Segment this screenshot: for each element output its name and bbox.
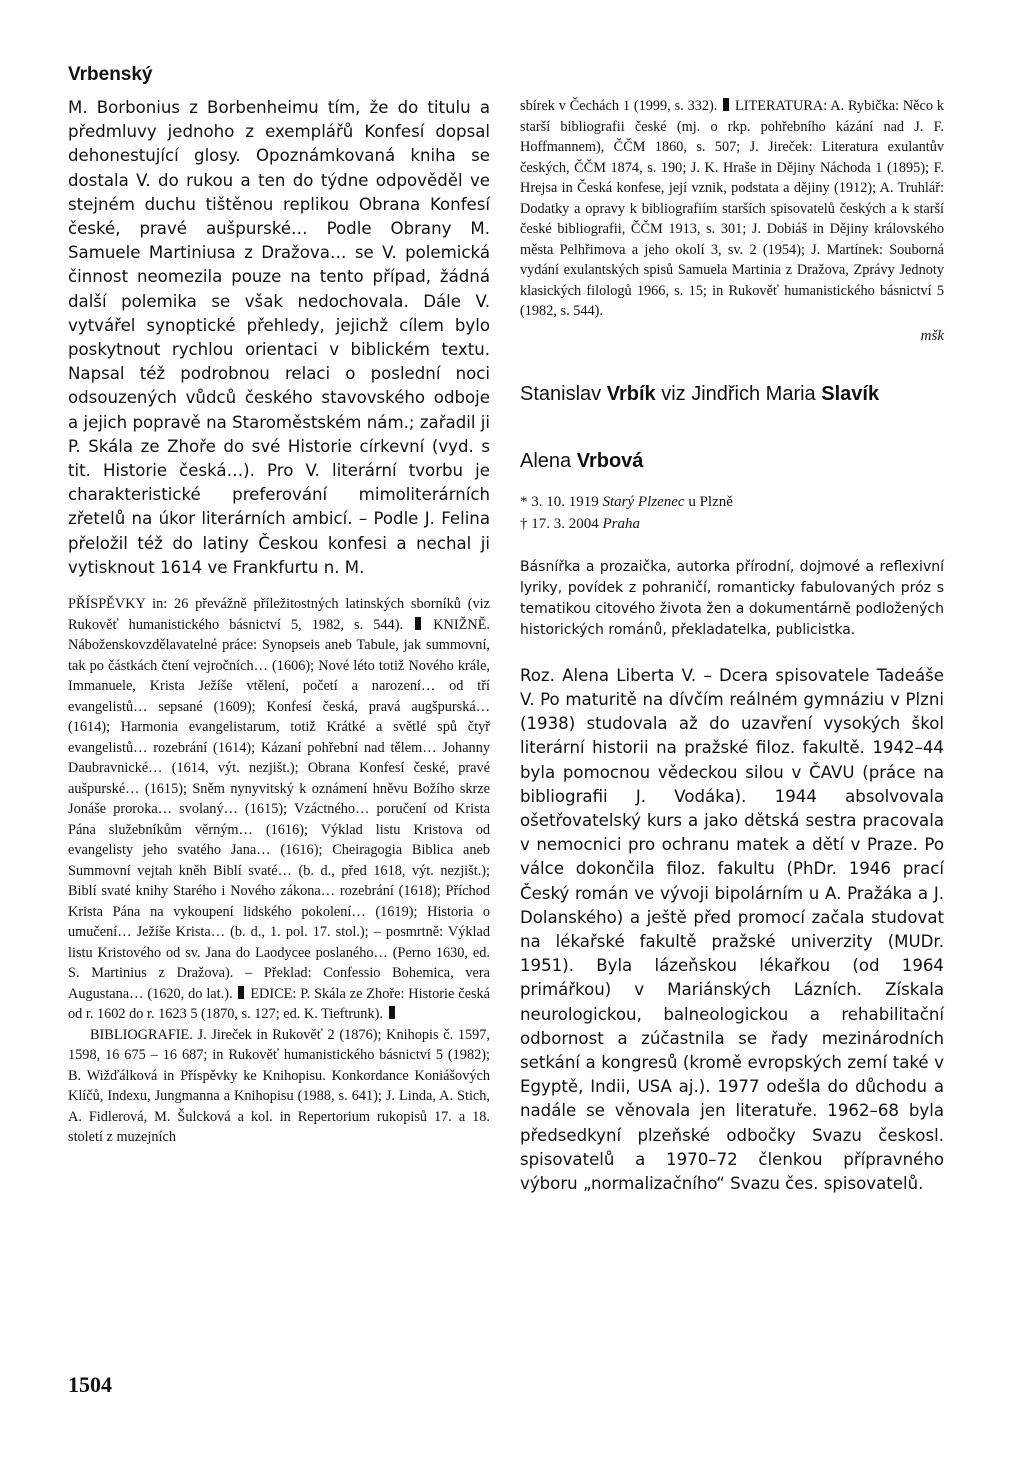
books-text: KNIŽNĚ. Náboženskovzdělavatelné práce: Synopseis aneb Tabule, jak summovní, tak po částkách čtení vejročních… (1606); Nové léto totiž Nového krále, Immanuele, Krista Ježíše vtělení, početí a narození… od tří evangelistů… sepsané (1609); Konfesí česká, pravá augšpurská… (1614); Harmonia evangelistarum, totiž Krátké a světlé spů čtyř evangelistů… rozebrání (1614); Kázaní pohřební nad tělem… Johanny Daubravnické… (1614, výt. nezjišt.); Obrana Konfesí české, pravé aušpurské… (1615); Sněm nynyvitský k oznámení hněvu Božího skrze Jonáše proroka… svolaný… (1615); Vzáctného… poručení od Krista Pána služebníkům věrným… (1616); Výklad listu Kristova od evangelisty jeho svatého Jana… (1616); Cheiragogia Biblica aneb Summovní vejtah kněh Biblí svaté… (b. d., před 1618, výt. nezjišt.); Biblí svaté knihy Starého i Nového zákona… rozebrání (1618); Příchod Krista Pána na vykoupení lidského pokolení… (1619); Historia o umučení… Ježíše Krista… (b. d., 1. pol. 17. stol.); – posmrtně: Výklad listu Kristového od sv. Jana do Laodycee poslaného… (Perno 1630, ed. S. Martinius z Dražova). – Překlad: Confessio Bohemica, vera Augustana… (1620, do lat.).: [68, 616, 491, 1002]
author-signature: mšk: [920, 327, 944, 344]
literature-text: LITERATURA: A. Rybička: Něco k starší bibliografii české (mj. o rkp. pohřebního kázání nad J. F. Hoffmannem), ČČM 1860, s. 507; J. Jireček: Literatura exulantův českých, ČČM 1874, s. 190; J. K. Hraše in Dějiny Náchoda 1 (1895); F. Hrejsa in Česká konfese, její vznik, podstata a dějiny (1912); A. Truhlář: Dodatky a opravy k bibliografiím starších spisovatelů českých a k starší české bibliografii, ČČM 1913, s. 301; J. Dobiáš in Dějiny královského města Pelhřimova a jeho okolí 3, sv. 2 (1954); J. Martínek: Souborná vydání exulantských spisů Samuela Martinia z Dražova, Zprávy Jednoty klasických filologů 1966, s. 15; in Rukověť humanistického básnictví 5 (1982, s. 544).: [520, 98, 945, 319]
page-number: 1504: [68, 1372, 112, 1397]
death-place: Praha: [602, 515, 640, 532]
death-line: [520, 513, 944, 535]
section-separator-icon: [238, 986, 244, 999]
edition-text: EDICE: P. Skála ze Zhoře: Historie česká od r. 1602 do r. 1623 5 (1870, s. 127; ed. K. Tieftrunk).: [68, 985, 490, 1023]
bibliography-section: [68, 594, 490, 1148]
xref-target: Slavík: [821, 382, 880, 405]
contributions: [68, 594, 490, 1025]
entry-surname: Vrbová: [576, 449, 644, 472]
contributions-text: PŘÍSPĚVKY in: 26 převážně příležitostných latinských sborníků (viz Rukověť humanistického básnictví 5, 1982, s. 544).: [68, 596, 490, 633]
birth-place: Starý Plzenec: [602, 493, 685, 510]
bibliography-paragraph: BIBLIOGRAFIE. J. Jireček in Rukověť 2 (1876); Knihopis č. 1597, 1598, 16 675 – 16 687; in Rukověť humanistického básnictví 5 (1982); B. Wižďálková in Příspěvky ke Knihopisu. Konkordance Koniášových Klíčů, Indexu, Jungmanna a Knihopisu (1988, s. 641); J. Linda, A. Stich, A. Fidlerová, M. Šulcková a kol. in Repertorium rukopisů 17. a 18. století z muzejních: [68, 1026, 490, 1146]
main-paragraph: M. Borbonius z Borbenheimu tím, že do titulu a předmluvy jednoho z exemplářů Konfesí dopsal dehonestující glosy. Opoznámkovaná kniha se dostala V. do rukou a ten do týdne odpověděl ve stejném duchu tištěnou replikou Obrana Konfesí české, pravé aušpurské… Podle Obrany M. Samuele Martiniusa z Dražova… se V. polemická činnost neomezila pouze na tento případ, žádná další polemika se však nedochovala. Dále V. vytvářel synoptické přehledy, jejichž cílem bylo poskytnout rychlou orientaci v biblickém textu. Napsal též podrobnou relaci o poslední noci odsouzených vůdců českého stavovského odboje a jejich popravě na Staroměstském nám.; zařadil ji P. Skála ze Zhoře do své Historie církevní (vyd. s tit. Historie česká…). Pro V. literární tvorbu je charakteristické preferování mimoliterárních zřetelů na úkor literárních ambicí. – Podle J. Felina přeložil též do latiny Českou konfesi a nechal ji vytisknout 1614 ve Frankfurtu n. M.: [68, 98, 490, 577]
birth-date: * 3. 10. 1919: [520, 493, 603, 510]
section-separator-icon: [415, 617, 421, 630]
cross-reference-heading: [520, 383, 944, 406]
literature-continuation: sbírek v Čechách 1 (1999, s. 332).: [520, 98, 718, 114]
literature-paragraph: [520, 96, 944, 322]
running-head: Vrbenský: [68, 64, 153, 85]
literature-section: [520, 96, 944, 322]
birth-line: [520, 491, 944, 513]
section-separator-icon: [723, 98, 729, 111]
entry-heading: [520, 450, 944, 473]
right-column: [520, 96, 944, 1196]
death-date: † 17. 3. 2004: [520, 515, 603, 532]
entry-biography: Roz. Alena Liberta V. – Dcera spisovatele Tadeáše V. Po maturitě na dívčím reálném gymnáziu v Plzni (1938) studovala až do uzavření vysokých škol literární historii na pražské filoz. fakultě. 1942–44 byla pomocnou vědeckou silou v ČAVU (práce na bibliografii J. Vodáka). 1944 absolvovala ošetřovatelský kurs a jako dětská sestra pracovala v nemocnici pro ochranu matek a dětí v Praze. Po válce dokončila filoz. fakultu (PhDr. 1946 prací Český román ve vývoji bipolárním u A. Pražáka a J. Dolanského) a ještě před promocí začala studovat na lékařské fakultě pražské univerzity (MUDr. 1951). Byla lázeňskou lékařkou (od 1964 primářkou) v Mariánských Lázních. Získala neurologickou, balneologickou a rehabilitační odbornost a zúčastnila se řady mezinárodních setkání a kongresů (kromě evropských zemí také v Egyptě, Indii, USA aj.). 1977 odešla do důchodu a nadále se věnovala jen literatuře. 1962–68 byla předsedkyní plzeňské odbočky Svazu českosl. spisovatelů a 1970–72 členkou přípravného výboru „normalizačního“ Svazu čes. spisovatelů.: [520, 665, 944, 1193]
entry-intro: Básnířka a prozaička, autorka přírodní, dojmové a reflexivní lyriky, povídek z pohraničí, romanticky fabulovaných próz s tematikou citového života žen a dokumentárně podložených historických románů, překladatelka, publicistka.: [520, 558, 944, 639]
section-separator-icon: [389, 1006, 395, 1019]
xref-surname: Vrbík: [606, 382, 656, 405]
left-column: [68, 96, 490, 1148]
xref-first-name: Stanislav: [520, 382, 607, 405]
xref-link-text: viz Jindřich Maria: [655, 382, 822, 405]
life-dates: [520, 491, 944, 535]
entry-first-name: Alena: [520, 449, 577, 472]
birth-place-rest: u Plzně: [684, 493, 733, 510]
